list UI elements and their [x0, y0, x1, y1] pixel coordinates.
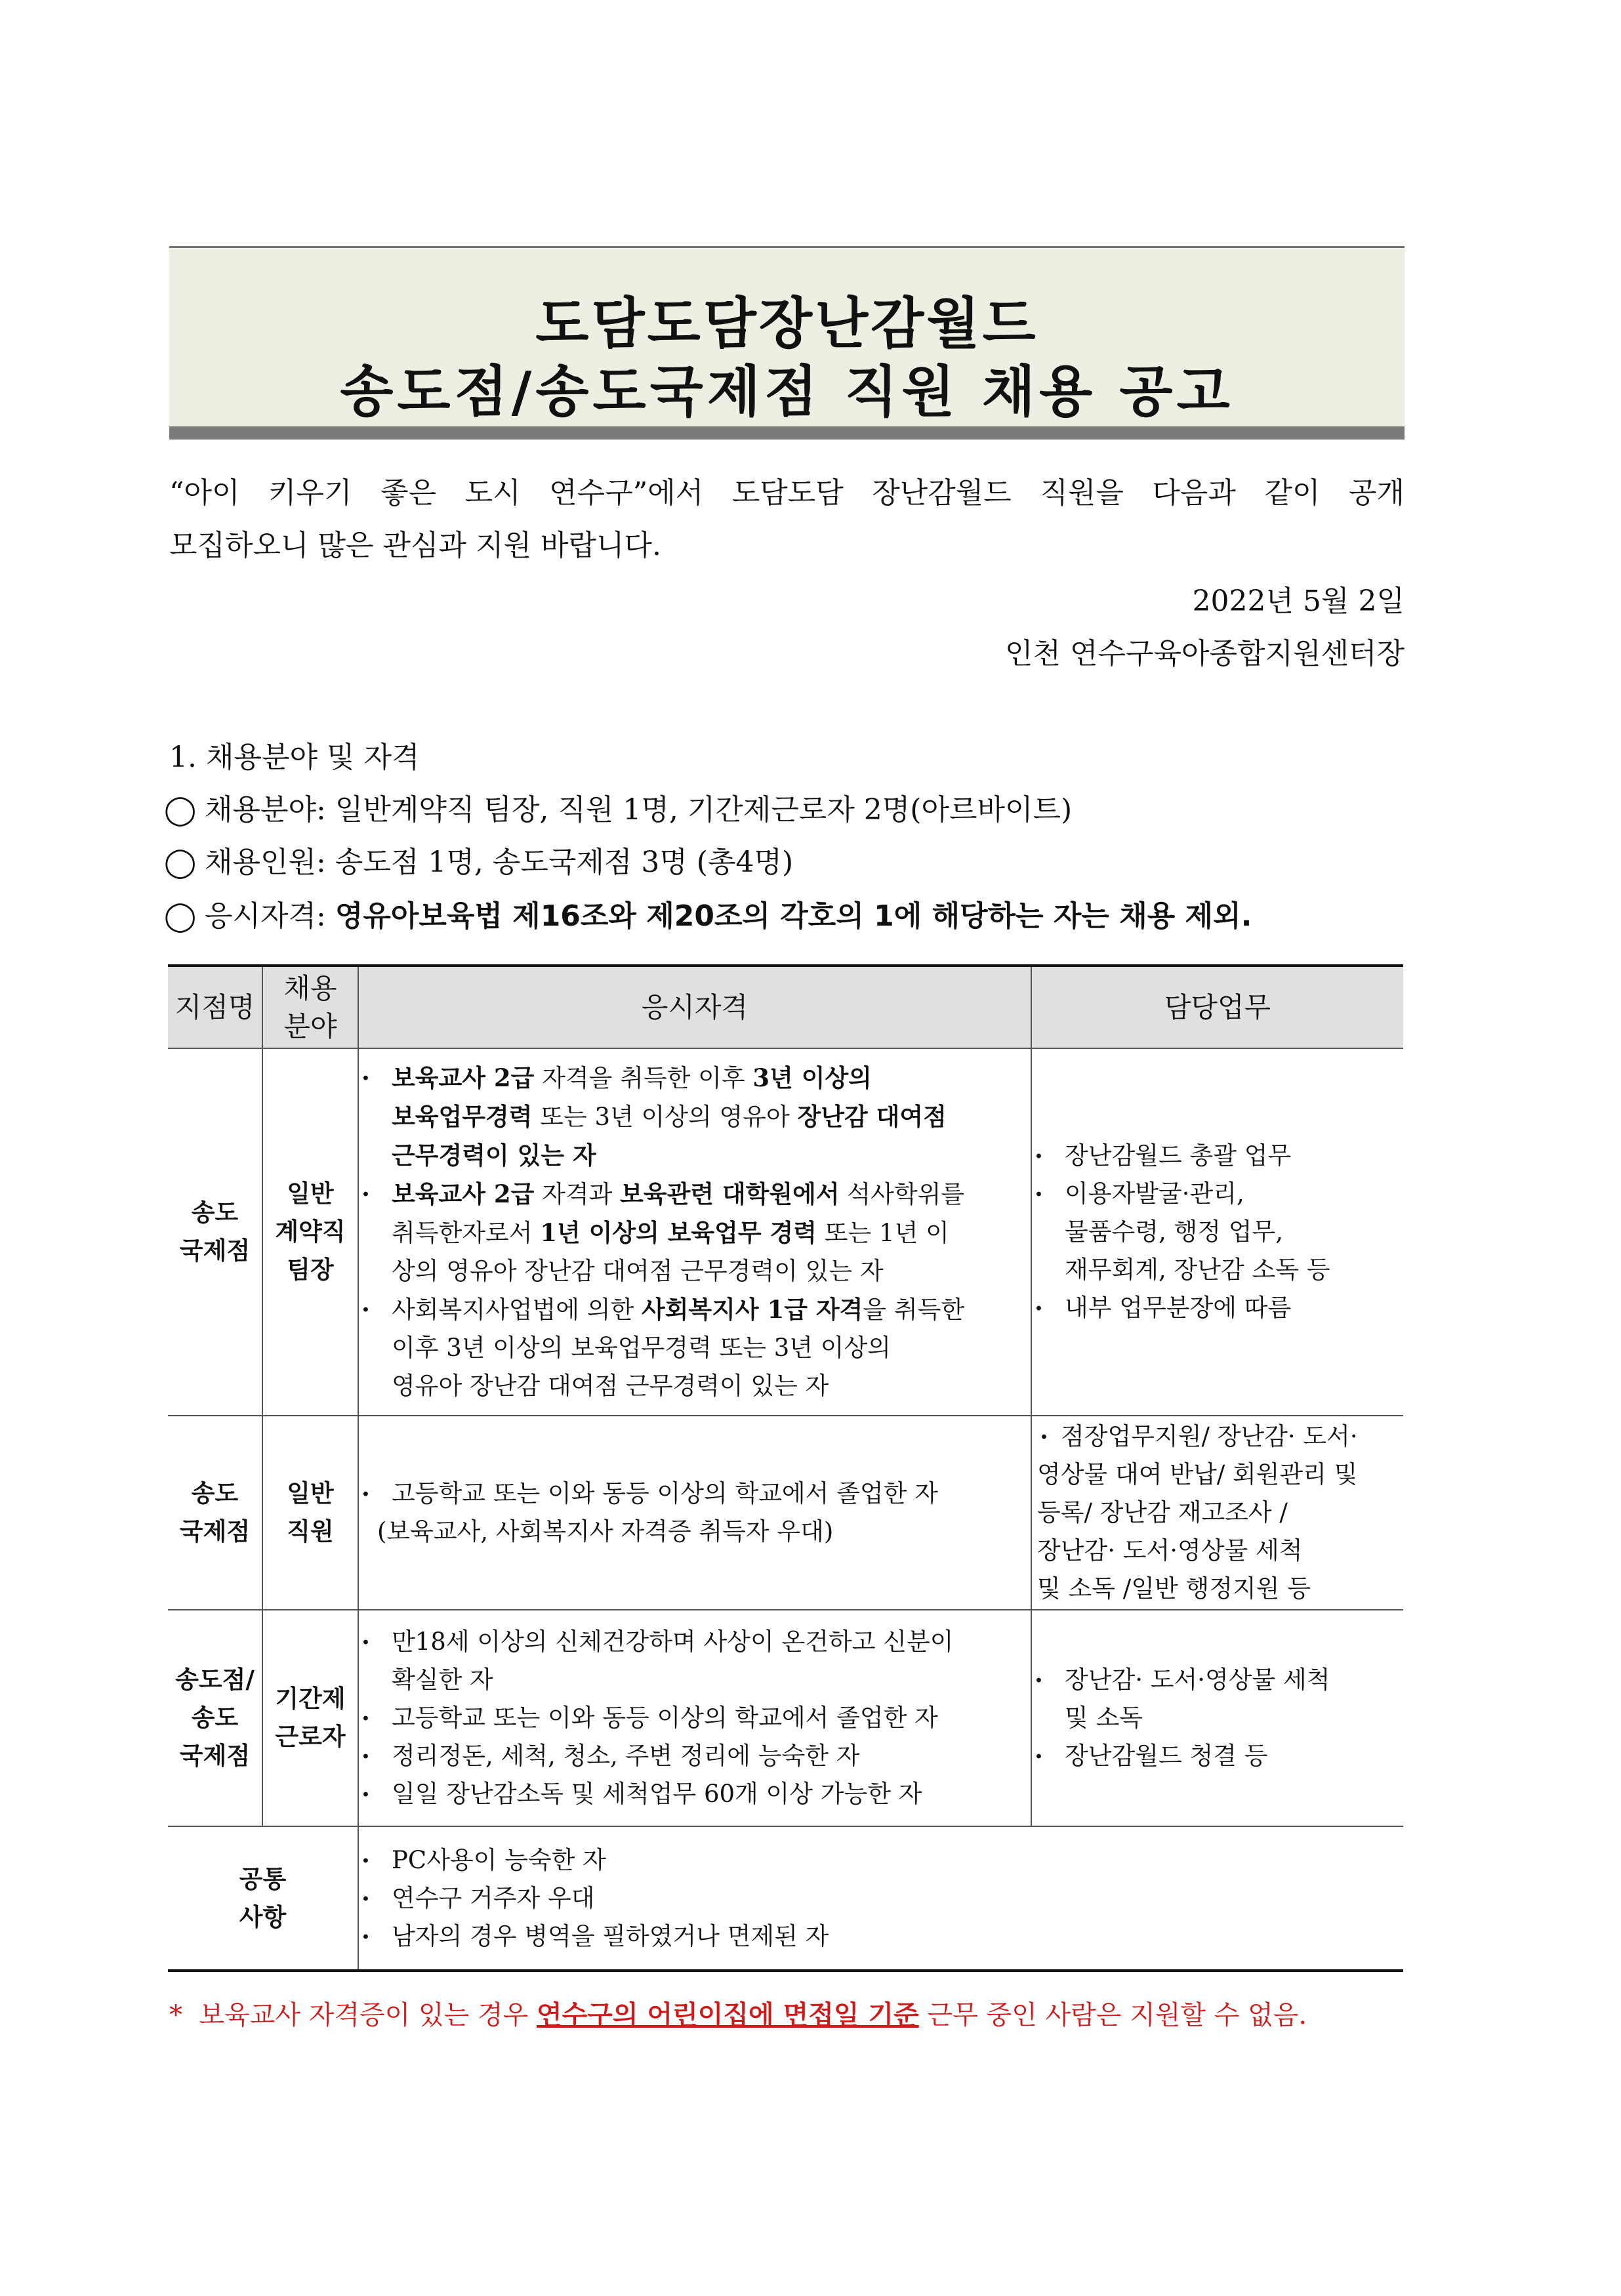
list-item: · 이용자발굴·관리, 물품수령, 행정 업무, 재무회계, 장난감 소독 등	[1032, 1175, 1403, 1289]
issuer-name: 인천 연수구육아종합지원센터장	[1004, 637, 1405, 670]
title-banner	[169, 246, 1405, 426]
item-text: 일반계약직 팀장, 직원 1명, 기간제근로자 2명(아르바이트)	[335, 793, 1073, 827]
title-underline-bar	[169, 426, 1405, 440]
circle-bullet-icon: ◯	[164, 846, 197, 879]
qualification-cell	[358, 1048, 1031, 1416]
item-label: 채용분야:	[205, 793, 326, 827]
list-item: · 장난감월드 청결 등	[1032, 1737, 1403, 1775]
item-text: 송도점 1명, 송도국제점 3명 (총4명)	[335, 846, 794, 879]
branch-cell: 송도 국제점	[168, 1048, 262, 1416]
duty-cell	[1031, 1048, 1403, 1416]
list-item: · 사회복지사업법에 의한 사회복지사 1급 자격을 취득한 이후 3년 이상의 보육업무경력 또는 3년 이상의 영유아 장난감 대여점 근무경력이 있는 자	[359, 1290, 1031, 1405]
duty-cell	[1031, 1610, 1403, 1826]
branch-cell: 송도점/ 송도 국제점	[168, 1610, 262, 1826]
list-item: · 점장업무지원/ 장난감· 도서·	[1037, 1418, 1403, 1456]
section-title: 1. 채용분야 및 자격	[169, 741, 420, 774]
notice-date: 2022년 5월 2일	[1192, 584, 1405, 618]
list-item: · 보육교사 2급 자격을 취득한 이후 3년 이상의 보육업무경력 또는 3년 이상의 영유아 장난감 대여점 근무경력이 있는 자	[359, 1059, 1031, 1175]
intro-line-2: 모집하오니 많은 관심과 지원 바랍니다.	[169, 529, 661, 562]
list-item: · 장난감· 도서·영상물 세척 및 소독	[1032, 1661, 1403, 1737]
table-row	[168, 1048, 1403, 1416]
common-requirements-cell	[358, 1826, 1403, 1971]
list-item: · 보육교사 2급 자격과 보육관련 대학원에서 석사학위를 취득한자로서 1년 이상의 보육업무 경력 또는 1년 이 상의 영유아 장난감 대여점 근무경력이 있는 자	[359, 1175, 1031, 1290]
list-item-note: (보육교사, 사회복지사 자격증 취득자 우대)	[377, 1517, 834, 1546]
list-item-cont: 및 소독 /일반 행정지원 등	[1037, 1574, 1311, 1603]
header-branch: 지점명	[168, 966, 262, 1048]
field-cell: 기간제 근로자	[262, 1610, 358, 1826]
list-item: · 일일 장난감소독 및 세척업무 60개 이상 가능한 자	[359, 1775, 1031, 1813]
item-label: 채용인원:	[205, 846, 326, 879]
list-item: · 연수구 거주자 우대	[359, 1879, 1403, 1917]
item-label: 응시자격:	[205, 899, 326, 933]
list-item-cont: 장난감· 도서·영상물 세척	[1037, 1536, 1303, 1565]
qualification-cell	[358, 1610, 1031, 1826]
list-item: · PC사용이 능숙한 자	[359, 1841, 1403, 1879]
table-row	[168, 1416, 1403, 1610]
footnote-emphasis: 연수구의 어린이집에 면접일 기준	[536, 2000, 919, 2030]
item-text: 영유아보육법 제16조와 제20조의 각호의 1에 해당하는 자는 채용 제외.	[335, 899, 1252, 933]
page-subtitle: 송도점/송도국제점 직원 채용 공고	[340, 359, 1234, 424]
table-row	[168, 1826, 1403, 1971]
list-item: · 내부 업무분장에 따름	[1032, 1289, 1403, 1327]
recruitment-table	[168, 964, 1403, 1972]
branch-cell: 송도 국제점	[168, 1416, 262, 1610]
circle-bullet-icon: ◯	[164, 899, 197, 933]
list-item-cont: 등록/ 장난감 재고조사 /	[1037, 1498, 1288, 1527]
field-cell: 일반 계약직 팀장	[262, 1048, 358, 1416]
circle-bullet-icon: ◯	[164, 793, 197, 827]
duty-cell	[1031, 1416, 1403, 1610]
recruit-count-item	[164, 838, 793, 880]
list-item: · 고등학교 또는 이와 동등 이상의 학교에서 졸업한 자	[359, 1699, 1031, 1737]
header-qualification: 응시자격	[358, 966, 1031, 1048]
page-title: 도담도담장난감월드	[535, 291, 1038, 356]
header-field: 채용 분야	[262, 966, 358, 1048]
table-row	[168, 1610, 1403, 1826]
list-item: · 만18세 이상의 신체건강하며 사상이 온건하고 신분이 확실한 자	[359, 1623, 1031, 1699]
intro-line-1: “아이 키우기 좋은 도시 연수구”에서 도담도담 장난감월드 직원을 다음과 같이 공개	[169, 476, 1405, 510]
list-item-cont: 영상물 대여 반납/ 회원관리 및	[1037, 1460, 1358, 1488]
field-cell: 일반 직원	[262, 1416, 358, 1610]
list-item: · 장난감월드 총괄 업무	[1032, 1137, 1403, 1175]
recruit-field-item	[164, 786, 1072, 828]
table-header-row	[168, 966, 1403, 1048]
list-item: · 정리정돈, 세척, 청소, 주변 정리에 능숙한 자	[359, 1737, 1031, 1775]
common-label-cell: 공통 사항	[168, 1826, 358, 1971]
footnote	[169, 1994, 1307, 2032]
footnote-text-c: 근무 중인 사람은 지원할 수 없음.	[918, 2000, 1307, 2030]
qualification-cell	[358, 1416, 1031, 1610]
list-item: · 고등학교 또는 이와 동등 이상의 학교에서 졸업한 자	[359, 1475, 1031, 1513]
list-item: · 남자의 경우 병역을 필하였거나 면제된 자	[359, 1917, 1403, 1956]
footnote-text-a: 보육교사 자격증이 있는 경우	[199, 2000, 537, 2030]
asterisk-icon: *	[169, 2000, 182, 2030]
header-duty: 담당업무	[1031, 966, 1403, 1048]
eligibility-item	[164, 892, 1252, 934]
